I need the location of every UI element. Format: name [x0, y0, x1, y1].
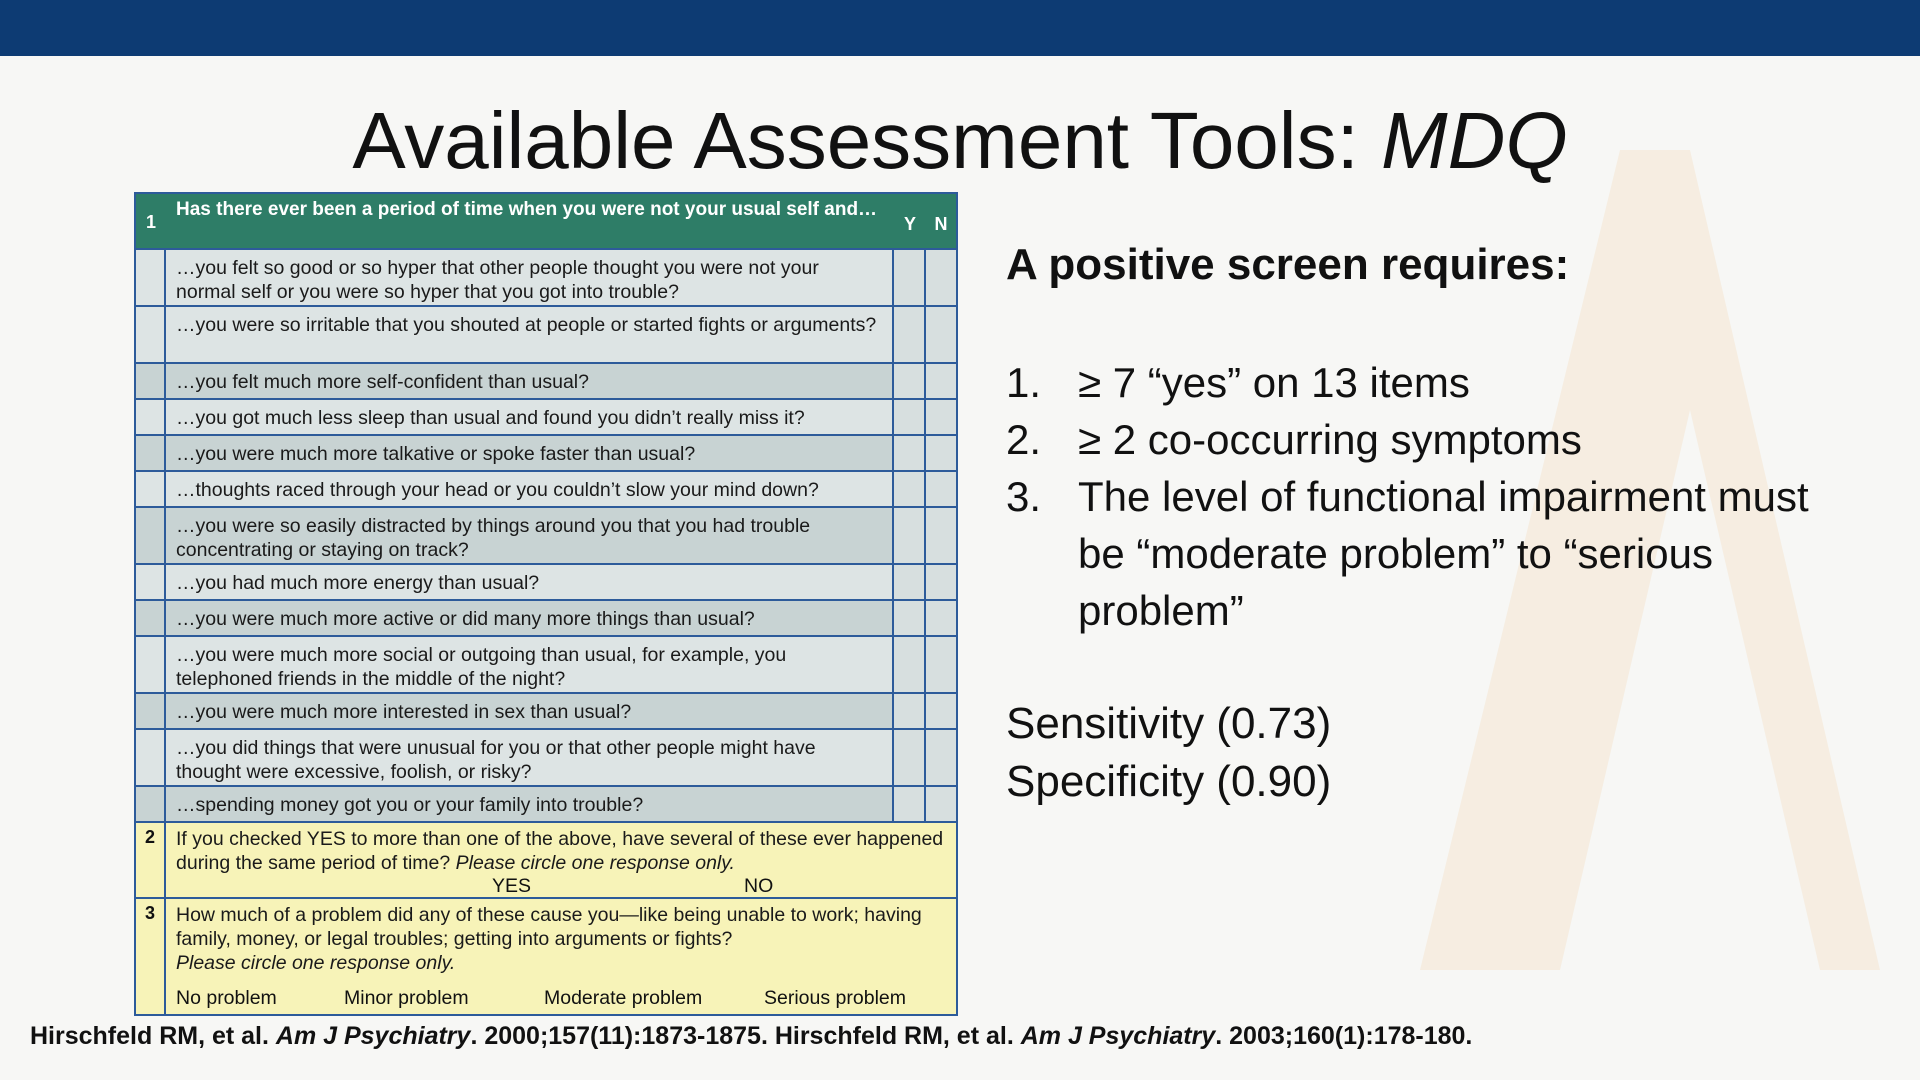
no-checkbox — [926, 694, 956, 728]
yes-checkbox — [894, 307, 926, 362]
title-italic: MDQ — [1381, 96, 1568, 185]
yes-checkbox — [894, 637, 926, 692]
q3-option: Minor problem — [344, 987, 469, 1009]
item-text: …you felt so good or so hyper that other people thought you were not your normal self or you were so hyper that you got into trouble? — [166, 250, 894, 305]
item-text: …you did things that were unusual for you or that other people might have thought were excessive, foolish, or risky? — [166, 730, 894, 785]
table-row — [136, 364, 956, 400]
no-checkbox — [926, 364, 956, 398]
yes-checkbox — [894, 565, 926, 599]
item-text: …spending money got you or your family into trouble? — [166, 787, 894, 821]
q1-header-text: Has there ever been a period of time when you were not your usual self and… — [176, 199, 878, 220]
no-checkbox — [926, 307, 956, 362]
q2-option-yes: YES — [492, 875, 532, 897]
item-text: …you were much more talkative or spoke faster than usual? — [166, 436, 894, 470]
table-row — [136, 436, 956, 472]
yes-checkbox — [894, 601, 926, 635]
q1-number: 1 — [145, 212, 156, 232]
specificity-value: Specificity (0.90) — [1006, 757, 1332, 806]
item-text: …thoughts raced through your head or you couldn’t slow your mind down? — [166, 472, 894, 506]
sensitivity-value: Sensitivity (0.73) — [1006, 699, 1332, 748]
q3-number: 3 — [136, 899, 166, 1016]
no-checkbox — [926, 472, 956, 506]
item-text: …you were so easily distracted by things around you that you had trouble concentrating or staying on track? — [166, 508, 894, 563]
q2-option-no: NO — [744, 875, 774, 897]
top-banner — [0, 0, 1920, 56]
q3-text: How much of a problem did any of these cause you—like being unable to work; having family, money, or legal troubles; getting into arguments or fights? Please circle one response only. — [166, 899, 956, 1016]
table-row — [136, 694, 956, 730]
no-checkbox — [926, 508, 956, 563]
item-text: …you felt much more self-confident than usual? — [166, 364, 894, 398]
q2-text: If you checked YES to more than one of the above, have several of these ever happened during the same period of time? Please circle one response only. — [166, 823, 956, 897]
table-row — [136, 637, 956, 694]
slide-title — [0, 95, 1920, 187]
table-row — [136, 250, 956, 307]
yes-checkbox — [894, 400, 926, 434]
accuracy-stats — [1006, 695, 1331, 811]
q1-header-row — [136, 194, 956, 250]
title-main: Available Assessment Tools: — [352, 96, 1382, 185]
q3-instruction: Please circle one response only. — [176, 952, 456, 974]
mdq-form-image — [134, 192, 958, 1016]
no-checkbox — [926, 250, 956, 305]
table-row — [136, 508, 956, 565]
item-text: …you were much more social or outgoing than usual, for example, you telephoned friends in the middle of the night? — [166, 637, 894, 692]
no-checkbox — [926, 730, 956, 785]
table-row — [136, 787, 956, 823]
criteria-list — [1006, 354, 1818, 639]
col-n-label: N — [934, 214, 948, 234]
q3-option: Serious problem — [764, 987, 906, 1009]
list-item: 1. ≥ 7 “yes” on 13 items — [1006, 359, 1470, 406]
yes-checkbox — [894, 250, 926, 305]
list-item: 2. ≥ 2 co-occurring symptoms — [1006, 416, 1582, 463]
table-row — [136, 601, 956, 637]
item-text: …you were so irritable that you shouted at people or started fights or arguments? — [166, 307, 894, 362]
table-row — [136, 472, 956, 508]
item-text: …you had much more energy than usual? — [166, 565, 894, 599]
table-row — [136, 730, 956, 787]
item-text: …you got much less sleep than usual and found you didn’t really miss it? — [166, 400, 894, 434]
no-checkbox — [926, 436, 956, 470]
yes-checkbox — [894, 364, 926, 398]
col-y-label: Y — [903, 214, 916, 234]
list-item: 3. The level of functional impairment must be “moderate problem” to “serious problem” — [1006, 473, 1809, 634]
table-row — [136, 307, 956, 364]
yes-checkbox — [894, 436, 926, 470]
q2-row — [136, 823, 956, 899]
citation: Hirschfeld RM, et al. Am J Psychiatry. 2000;157(11):1873-1875. Hirschfeld RM, et al. Am J Psychiatry. 2003;160(1):178-180. — [30, 1022, 1473, 1050]
no-checkbox — [926, 601, 956, 635]
table-row — [136, 400, 956, 436]
q2-number: 2 — [136, 823, 166, 897]
yes-checkbox — [894, 787, 926, 821]
table-row — [136, 565, 956, 601]
q3-option: No problem — [176, 987, 277, 1009]
yes-checkbox — [894, 472, 926, 506]
positive-screen-heading: A positive screen requires: — [1006, 240, 1570, 289]
no-checkbox — [926, 565, 956, 599]
item-text: …you were much more active or did many more things than usual? — [166, 601, 894, 635]
item-text: …you were much more interested in sex than usual? — [166, 694, 894, 728]
yes-checkbox — [894, 508, 926, 563]
q3-option: Moderate problem — [544, 987, 703, 1009]
yes-checkbox — [894, 694, 926, 728]
no-checkbox — [926, 400, 956, 434]
q2-instruction: Please circle one response only. — [455, 852, 735, 874]
no-checkbox — [926, 637, 956, 692]
yes-checkbox — [894, 730, 926, 785]
no-checkbox — [926, 787, 956, 821]
q3-row — [136, 899, 956, 1016]
